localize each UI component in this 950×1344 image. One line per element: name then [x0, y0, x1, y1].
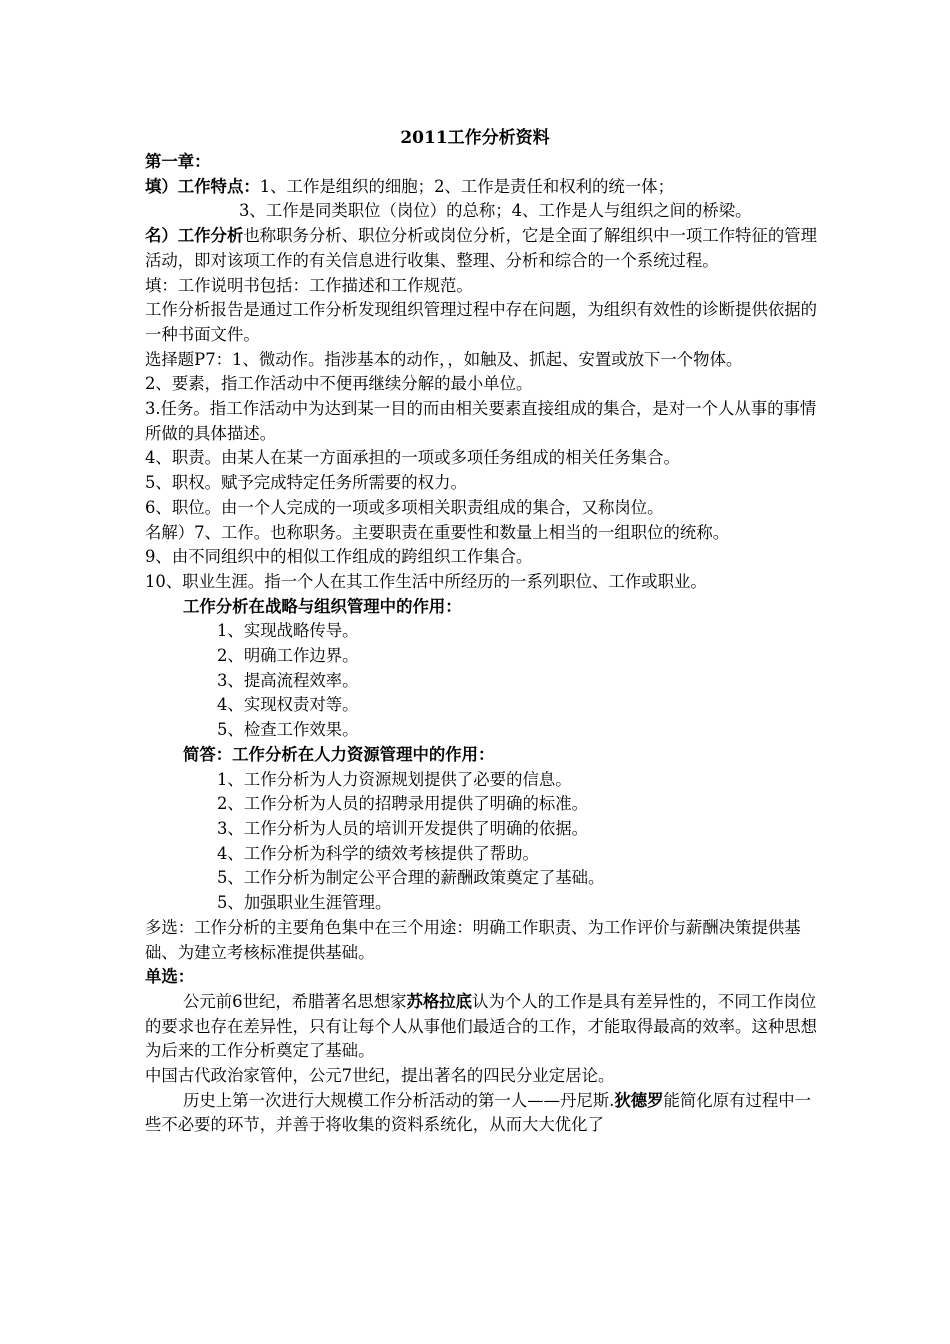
- term-label: 名）工作分析: [145, 226, 244, 246]
- fill-cont-text: 3、工作是同类职位（岗位）的总称；4、工作是人与组织之间的桥梁。: [239, 201, 752, 221]
- list-item: 1、实现战略传导。: [217, 621, 359, 641]
- para-text: 认为个人的工作是具有差异性的，不同工作岗位的要求也存在差异性，只有让每个人从事他们最适合的工作，才能取得最高的效率。这种思想为后来的工作分析奠定了基础。: [145, 991, 818, 1061]
- line-job-family: 9、由不同组织中的相似工作组成的跨组织工作集合。: [145, 547, 533, 567]
- document-body: [145, 150, 817, 1138]
- para-text: 历史上第一次进行大规模工作分析活动的第一人——丹尼斯.: [183, 1090, 615, 1110]
- hr-role-list: [145, 768, 817, 916]
- para-text: 能简化原有过程中一些不必要的环节，并善于将收集的资料系统化，从而大大优化了: [145, 1090, 812, 1135]
- list-item: 5、加强职业生涯管理。: [217, 893, 392, 913]
- list-item: 2、明确工作边界。: [217, 646, 359, 666]
- para-socrates: [145, 990, 817, 1064]
- term-text: 也称职务分析、职位分析或岗位分析，它是全面了解组织中一项工作特征的管理活动，即对该项工作的有关信息进行收集、整理、分析和综合的一个系统过程。: [145, 226, 818, 270]
- line-micro-action: 选择题P7：1、微动作。指涉基本的动作，，如触及、抓起、安置或放下一个物体。: [145, 349, 743, 369]
- list-item: 3、提高流程效率。: [217, 670, 359, 690]
- line-duty: 4、职责。由某人在某一方面承担的一项或多项任务组成的相关任务集合。: [145, 448, 680, 468]
- heading-hr-role: 简答：工作分析在人力资源管理中的作用：: [183, 744, 495, 764]
- strategy-role-list: [145, 619, 817, 743]
- line-job-description: 填：工作说明书包括：工作描述和工作规范。: [145, 275, 473, 295]
- line-analysis-report: 工作分析报告是通过工作分析发现组织管理过程中存在问题，为组织有效性的诊断提供依据的一种书面文件。: [145, 300, 818, 344]
- line-authority: 5、职权。赋予完成特定任务所需要的权力。: [145, 473, 467, 493]
- document-title: 2011工作分析资料: [400, 128, 550, 148]
- fill-work-features: [145, 175, 817, 200]
- list-item: 4、工作分析为科学的绩效考核提供了帮助。: [217, 843, 539, 863]
- list-item: 4、实现权责对等。: [217, 695, 359, 715]
- list-item: 5、工作分析为制定公平合理的薪酬政策奠定了基础。: [217, 868, 605, 888]
- name-diderot: 狄德罗: [614, 1090, 664, 1110]
- single-choice-heading: 单选：: [145, 967, 195, 987]
- chapter-heading: 第一章：: [145, 152, 211, 171]
- line-multi-choice: 多选：工作分析的主要角色集中在三个用途：明确工作职责、为工作评价与薪酬决策提供基础、为建立考核标准提供基础。: [145, 917, 801, 962]
- list-item: 5、检查工作效果。: [217, 720, 359, 740]
- fill-work-features-cont: [145, 199, 817, 224]
- name-socrates: 苏格拉底: [406, 991, 473, 1011]
- term-work-analysis: [145, 224, 817, 273]
- para-text: 公元前6世纪，希腊著名思想家: [183, 991, 407, 1011]
- line-element: 2、要素，指工作活动中不便再继续分解的最小单位。: [145, 374, 533, 394]
- fill-text: 1、工作是组织的细胞；2、工作是责任和权利的统一体；: [259, 176, 674, 196]
- line-career: 10、职业生涯。指一个人在其工作生活中所经历的一系列职位、工作或职业。: [145, 571, 707, 591]
- para-diderot: [145, 1089, 817, 1138]
- list-item: 1、工作分析为人力资源规划提供了必要的信息。: [217, 769, 572, 789]
- list-item: 3、工作分析为人员的培训开发提供了明确的依据。: [217, 818, 589, 838]
- fill-label: 填）工作特点：: [145, 176, 260, 196]
- line-job: 名解）7、工作。也称职务。主要职责在重要性和数量上相当的一组职位的统称。: [145, 522, 730, 542]
- line-task: 3.任务。指工作活动中为达到某一目的而由相关要素直接组成的集合，是对一个人从事的事情所做的具体描述。: [145, 399, 817, 443]
- list-item: 2、工作分析为人员的招聘录用提供了明确的标准。: [217, 794, 589, 814]
- line-guanzhong: 中国古代政治家管仲，公元7世纪，提出著名的四民分业定居论。: [145, 1066, 615, 1086]
- line-position: 6、职位。由一个人完成的一项或多项相关职责组成的集合，又称岗位。: [145, 497, 664, 517]
- heading-strategy-role: 工作分析在战略与组织管理中的作用：: [183, 596, 462, 616]
